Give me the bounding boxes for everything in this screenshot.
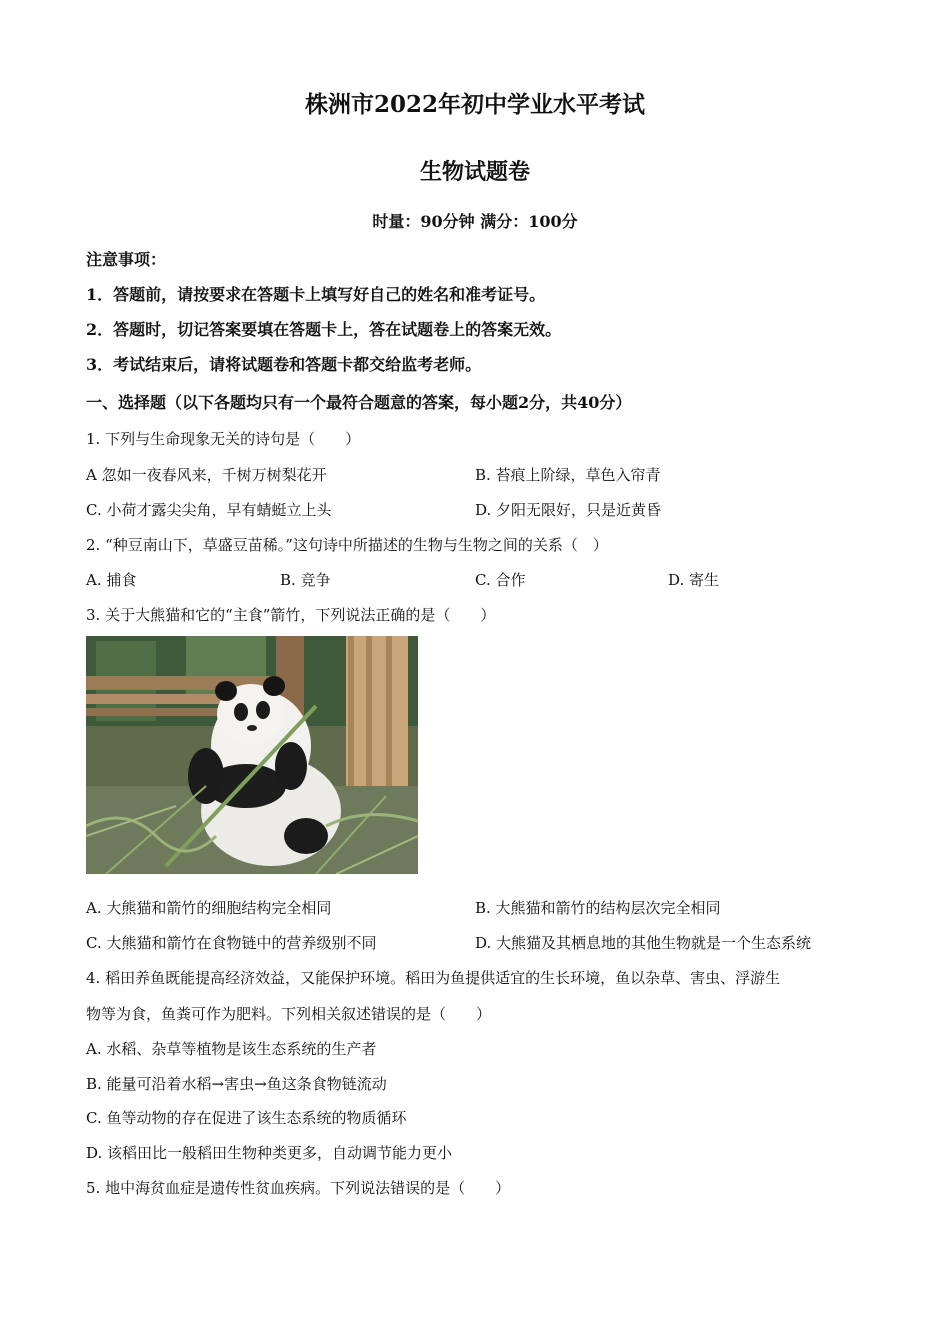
option-d: D. 寄生	[668, 571, 720, 589]
notice-item: 1．答题前，请按要求在答题卡上填写好自己的姓名和准考证号。	[86, 285, 546, 304]
notice-item: 3．考试结束后，请将试题卷和答题卡都交给监考老师。	[86, 355, 482, 374]
panda-photo	[86, 636, 418, 874]
option-b: B. 苔痕上阶绿，草色入帘青	[475, 466, 661, 484]
option-c: C. 鱼等动物的存在促进了该生态系统的物质循环	[86, 1109, 407, 1127]
option-c: C. 合作	[475, 571, 526, 589]
question-stem: 3. 关于大熊猫和它的“主食”箭竹，下列说法正确的是（ ）	[86, 606, 496, 624]
question-stem: 2. “种豆南山下，草盛豆苗稀。”这句诗中所描述的生物与生物之间的关系（ ）	[86, 536, 608, 554]
option-b: B. 大熊猫和箭竹的结构层次完全相同	[475, 899, 721, 917]
option-d: D. 该稻田比一般稻田生物种类更多，自动调节能力更小	[86, 1144, 453, 1162]
notice-heading: 注意事项：	[86, 250, 167, 269]
option-c: C. 大熊猫和箭竹在食物链中的营养级别不同	[86, 934, 377, 952]
option-b: B. 竞争	[280, 571, 331, 589]
option-a: A. 水稻、杂草等植物是该生态系统的生产者	[86, 1040, 377, 1058]
option-b: B. 能量可沿着水稻→害虫→鱼这条食物链流动	[86, 1075, 387, 1093]
question-stem: 5. 地中海贫血症是遗传性贫血疾病。下列说法错误的是（ ）	[86, 1179, 511, 1197]
question-stem: 1. 下列与生命现象无关的诗句是（ ）	[86, 430, 361, 448]
exam-subtitle: 生物试题卷	[419, 159, 530, 185]
question-stem: 4. 稻田养鱼既能提高经济效益，又能保护环境。稻田为鱼提供适宜的生长环境，鱼以杂草、害虫、浮游生	[86, 969, 781, 987]
option-a: A. 大熊猫和箭竹的细胞结构完全相同	[86, 899, 332, 917]
exam-meta: 时量：90分钟 满分：100分	[372, 212, 578, 231]
option-d: D. 夕阳无限好，只是近黄昏	[475, 501, 662, 519]
question-stem-continued: 物等为食，鱼粪可作为肥料。下列相关叙述错误的是（ ）	[86, 1005, 492, 1023]
notice-item: 2．答题时，切记答案要填在答题卡上，答在试题卷上的答案无效。	[86, 320, 562, 339]
option-c: C. 小荷才露尖尖角，早有蜻蜓立上头	[86, 501, 332, 519]
section-heading: 一、选择题（以下各题均只有一个最符合题意的答案，每小题2分，共40分）	[86, 393, 632, 412]
option-d: D. 大熊猫及其栖息地的其他生物就是一个生态系统	[475, 934, 812, 952]
exam-title: 株洲市2022年初中学业水平考试	[304, 91, 645, 118]
option-a: A 忽如一夜春风来，千树万树梨花开	[86, 466, 327, 484]
option-a: A. 捕食	[86, 571, 137, 589]
